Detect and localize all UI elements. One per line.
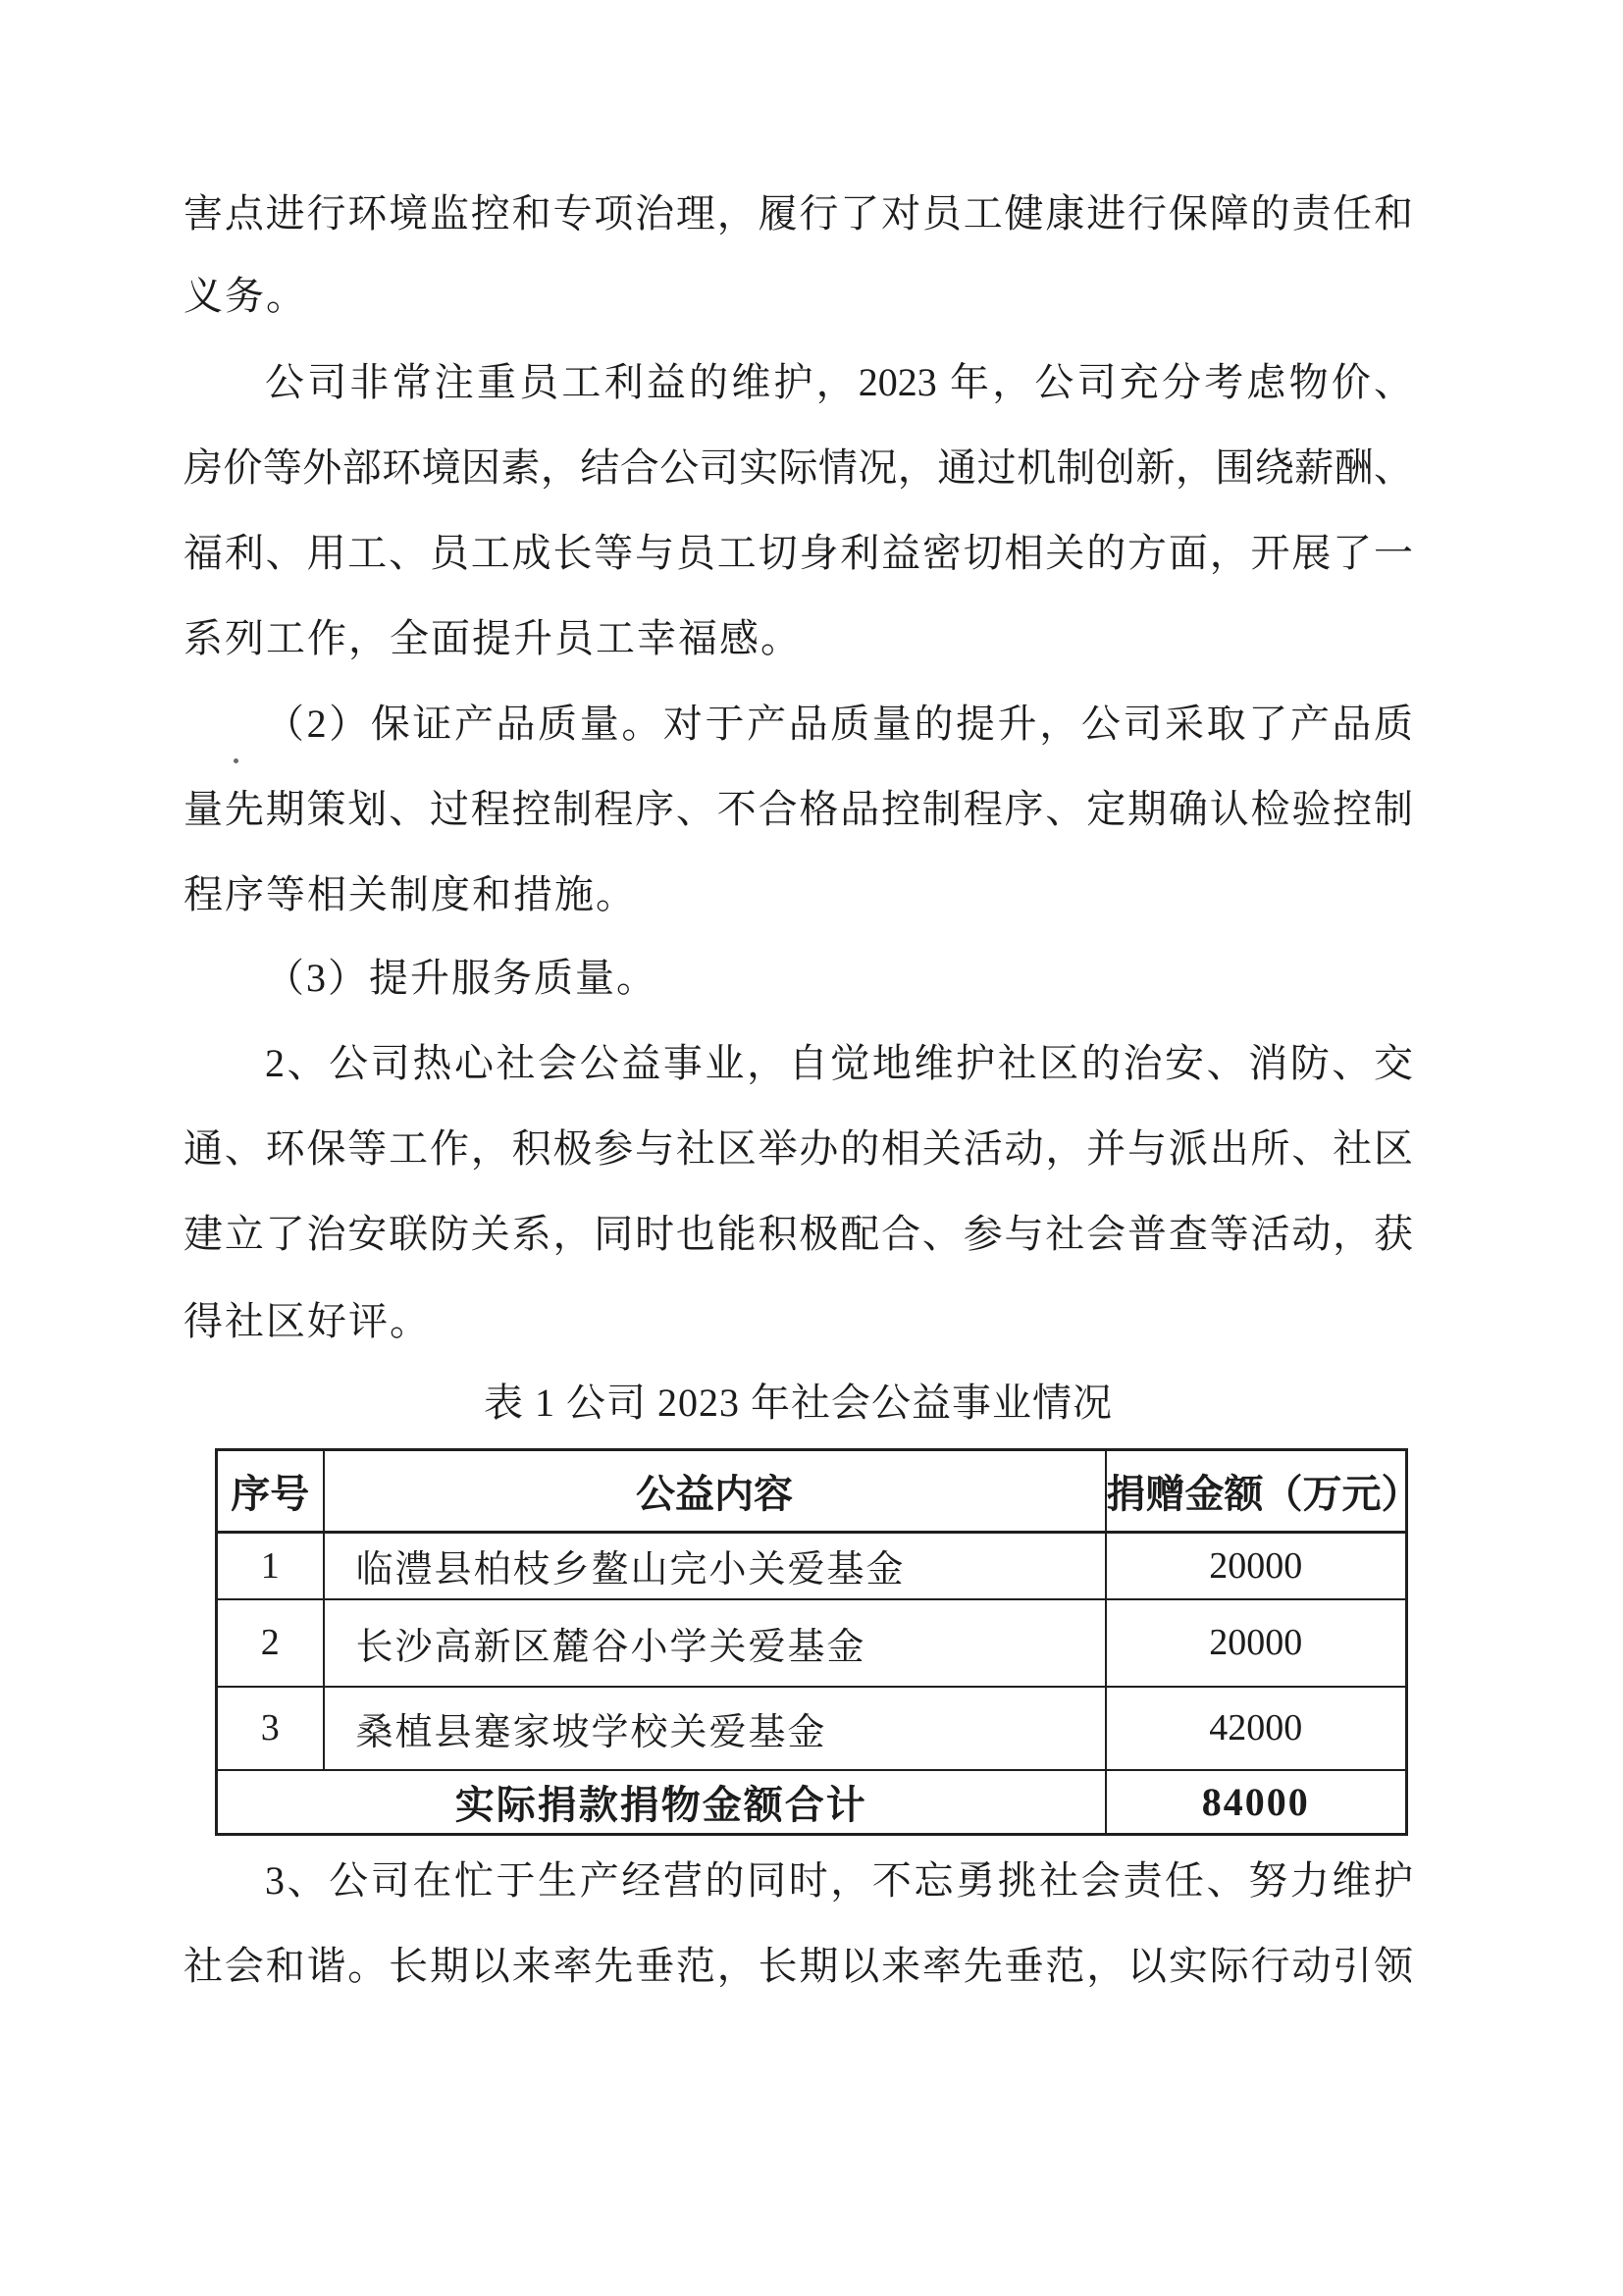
cell-amount: 20000 bbox=[1106, 1599, 1407, 1687]
paragraph-line: 义务。 bbox=[183, 274, 307, 318]
cell-amount: 20000 bbox=[1106, 1533, 1407, 1599]
cell-content: 长沙高新区麓谷小学关爱基金 bbox=[324, 1599, 1106, 1687]
paragraph-line: 建立了治安联防关系，同时也能积极配合、参与社会普查等活动，获 bbox=[183, 1212, 1413, 1256]
scan-artifact-dot bbox=[234, 758, 238, 763]
cell-row-no: 3 bbox=[217, 1687, 324, 1770]
cell-row-no: 1 bbox=[217, 1533, 324, 1599]
table-row bbox=[217, 1687, 1407, 1770]
table-caption: 表 1 公司 2023 年社会公益事业情况 bbox=[484, 1381, 1113, 1425]
paragraph-line: 2、公司热心社会公益事业，自觉地维护社区的治安、消防、交 bbox=[265, 1041, 1413, 1085]
table-header-row bbox=[217, 1450, 1407, 1533]
table-row bbox=[217, 1599, 1407, 1687]
paragraph-line: （3）提升服务质量。 bbox=[265, 956, 657, 1000]
total-amount: 84000 bbox=[1106, 1770, 1407, 1835]
paragraph-line: 系列工作，全面提升员工幸福感。 bbox=[183, 616, 802, 660]
cell-content: 临澧县柏枝乡鳌山完小关爱基金 bbox=[324, 1533, 1106, 1599]
table-total-row bbox=[217, 1770, 1407, 1835]
table-header-cell-content: 公益内容 bbox=[324, 1450, 1106, 1533]
donations-table bbox=[215, 1448, 1421, 1836]
paragraph-line: 社会和谐。长期以来率先垂范，长期以来率先垂范，以实际行动引领 bbox=[183, 1944, 1413, 1988]
table-header-cell-no: 序号 bbox=[217, 1450, 324, 1533]
paragraph-line: 房价等外部环境因素，结合公司实际情况，通过机制创新，围绕薪酬、 bbox=[183, 445, 1413, 490]
paragraph-line: 通、环保等工作，积极参与社区举办的相关活动，并与派出所、社区 bbox=[183, 1126, 1413, 1171]
paragraph-line: 量先期策划、过程控制程序、不合格品控制程序、定期确认检验控制 bbox=[183, 787, 1413, 831]
paragraph-line: 公司非常注重员工利益的维护，2023 年，公司充分考虑物价、 bbox=[265, 360, 1413, 404]
paragraph-line: 福利、用工、员工成长等与员工切身利益密切相关的方面，开展了一 bbox=[183, 531, 1413, 575]
table-row bbox=[217, 1533, 1407, 1599]
paragraph-line: 害点进行环境监控和专项治理，履行了对员工健康进行保障的责任和 bbox=[183, 191, 1413, 235]
cell-content: 桑植县蹇家坡学校关爱基金 bbox=[324, 1687, 1106, 1770]
paragraph-line: 得社区好评。 bbox=[183, 1299, 431, 1343]
cell-amount: 42000 bbox=[1106, 1687, 1407, 1770]
table-header-cell-amount: 捐赠金额（万元） bbox=[1106, 1450, 1407, 1533]
cell-row-no: 2 bbox=[217, 1599, 324, 1687]
paragraph-line: 程序等相关制度和措施。 bbox=[183, 872, 637, 916]
total-label: 实际捐款捐物金额合计 bbox=[217, 1770, 1106, 1835]
paragraph-line: 3、公司在忙于生产经营的同时，不忘勇挑社会责任、努力维护 bbox=[265, 1858, 1413, 1903]
paragraph-line: （2）保证产品质量。对于产品质量的提升，公司采取了产品质 bbox=[265, 702, 1413, 746]
